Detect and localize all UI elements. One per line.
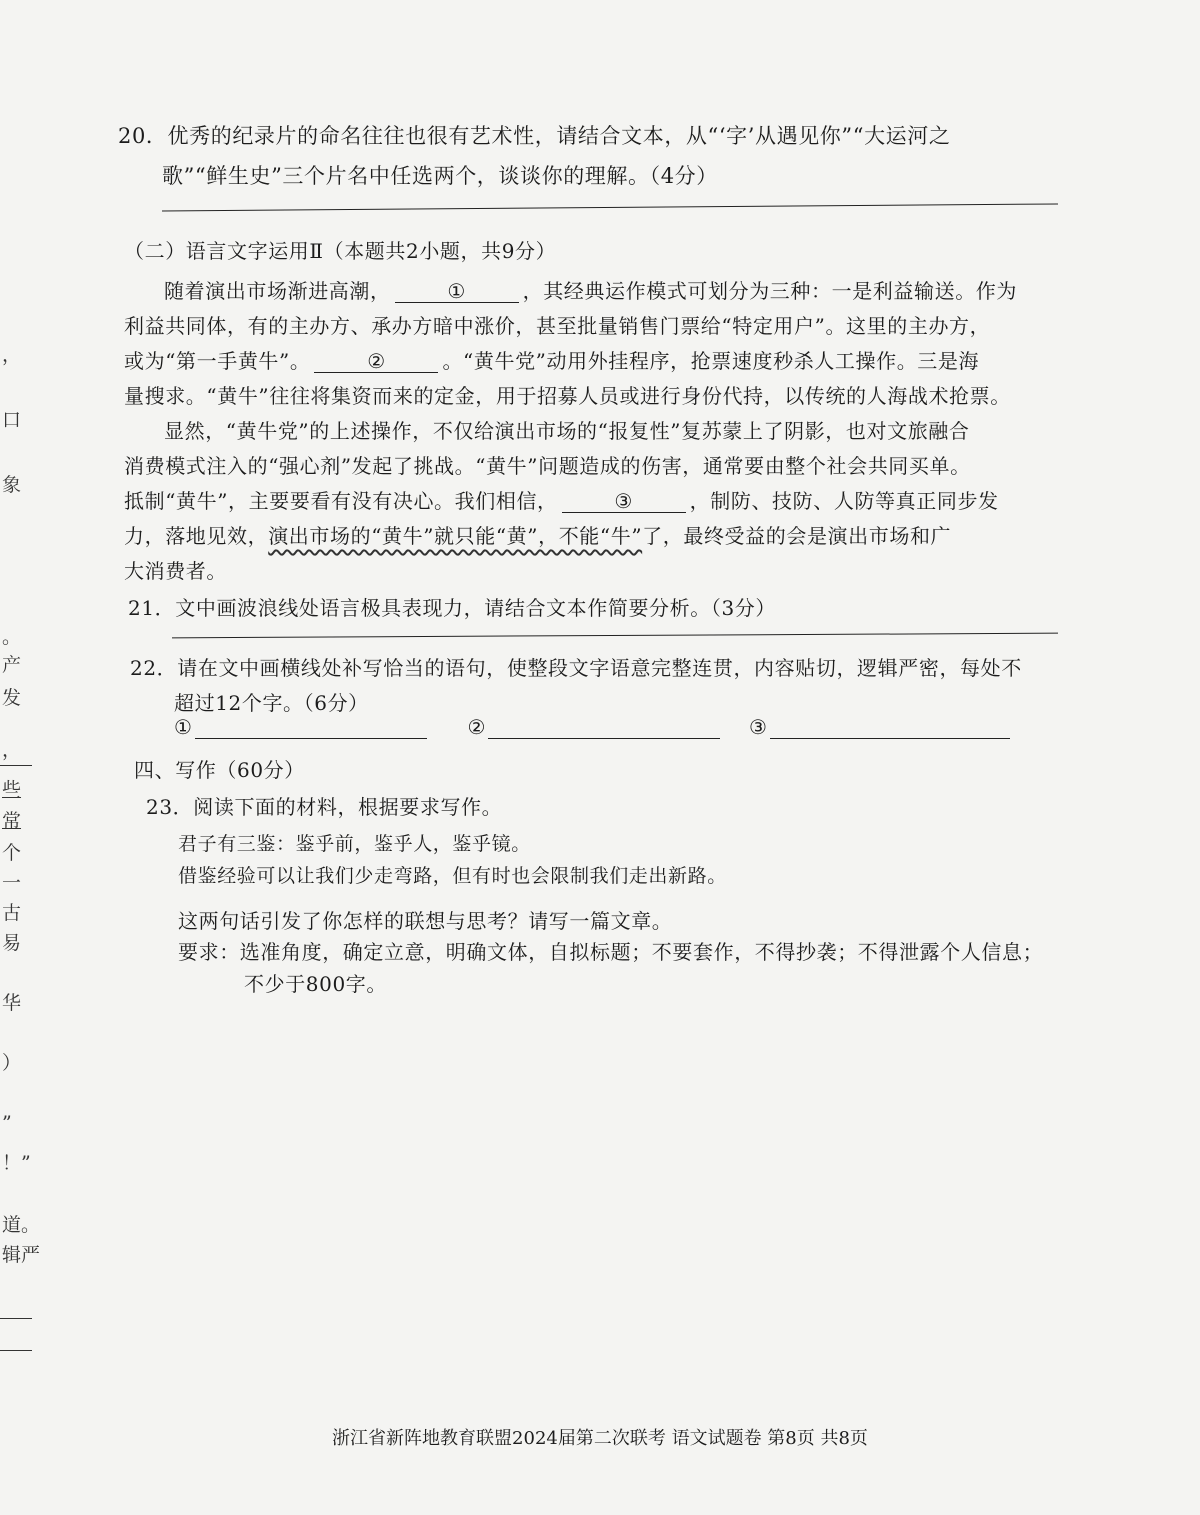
writing-requirements-1: 要求：选准角度，确定立意，明确文体，自拟标题；不要套作，不得抄袭；不得泄露个人信息； <box>178 940 1044 964</box>
bleed-fragment: 一 <box>2 872 22 894</box>
q22-answer-1-field[interactable] <box>195 716 427 739</box>
q22-label-2: ② <box>467 715 487 739</box>
blank-1[interactable]: ① <box>395 280 519 303</box>
passage-text: 抵制“黄牛”，主要要看有没有决心。我们相信， <box>124 489 558 513</box>
bleed-fragment: 古 <box>2 902 22 924</box>
q20-line-2: 歌”“鲜生史”三个片名中任选两个，谈谈你的理解。（4分） <box>162 164 718 188</box>
bleed-fragment: ” <box>2 1112 12 1134</box>
bleed-fragment: 辑严 <box>2 1244 41 1266</box>
q22-answer-blanks <box>174 715 1010 739</box>
q23-text: 23．阅读下面的材料，根据要求写作。 <box>146 795 503 819</box>
bleed-fragment: 产 <box>2 654 22 676</box>
part4-heading: 四、写作（60分） <box>134 758 305 782</box>
bleed-fragment: 道。 <box>2 1214 41 1236</box>
q22-line-2: 超过12个字。（6分） <box>174 691 369 715</box>
wavy-underlined-phrase: 演出市场的“黄牛”就只能“黄”，不能“牛” <box>268 524 643 548</box>
passage-p2-line-5: 大消费者。 <box>124 559 227 583</box>
passage-text: ，制防、技防、人防等真正同步发 <box>689 489 999 513</box>
material-line-1: 君子有三鉴：鉴乎前，鉴乎人，鉴乎镜。 <box>178 833 531 855</box>
writing-requirements-2: 不少于800字。 <box>244 972 387 996</box>
bleed-rule <box>0 1350 32 1351</box>
passage-text: 。“黄牛党”动用外挂程序，抢票速度秒杀人工操作。三是海 <box>442 349 980 373</box>
passage-p2-line-4 <box>124 520 951 549</box>
part2-heading: （二）语言文字运用Ⅱ（本题共2小题，共9分） <box>124 239 557 263</box>
bleed-fragment: 发 <box>2 687 22 709</box>
q22-answer-2-field[interactable] <box>488 716 720 739</box>
passage-p1-line-3 <box>124 345 979 374</box>
q22-label-1: ① <box>174 715 193 739</box>
bleed-rule <box>0 1318 32 1319</box>
bleed-fragment: 口 <box>2 409 22 431</box>
bleed-fragment: ） <box>2 1052 22 1074</box>
passage-p1-line-2: 利益共同体，有的主办方、承办方暗中涨价，甚至批量销售门票给“特定用户”。这里的主办方， <box>124 314 991 338</box>
q20-line-1: 20．优秀的纪录片的命名往往也很有艺术性，请结合文本，从“‘字’从遇见你”“大运河之 <box>118 124 951 148</box>
bleed-fragment: 象 <box>2 474 22 496</box>
blank-2[interactable]: ② <box>314 350 438 373</box>
bleed-fragment: 华 <box>2 992 22 1014</box>
q22-answer-3-field[interactable] <box>770 716 1010 739</box>
bleed-fragment: 个 <box>2 842 22 864</box>
passage-p2-line-1: 显然，“黄牛党”的上述操作，不仅给演出市场的“报复性”复苏蒙上了阴影，也对文旅融合 <box>164 419 970 443</box>
q22-label-3: ③ <box>749 715 768 739</box>
previous-page-bleed <box>0 0 40 1400</box>
bleed-fragment: ， <box>2 344 22 366</box>
passage-text: ，其经典运作模式可划分为三种：一是利益输送。作为 <box>522 279 1018 303</box>
passage-text: 力，落地见效， <box>124 524 269 548</box>
passage-p2-line-3 <box>124 485 999 514</box>
q20-answer-line[interactable] <box>162 203 1058 211</box>
passage-p1-line-4: 量搜求。“黄牛”往往将集资而来的定金，用于招募人员或进行身份代持，以传统的人海战术抢票。 <box>124 384 1011 408</box>
passage-p1-line-1 <box>164 275 1017 304</box>
bleed-rule <box>0 765 32 766</box>
q21-answer-line[interactable] <box>172 633 1058 639</box>
passage-text: 随着演出市场渐进高潮， <box>164 279 391 303</box>
bleed-fragment: 易 <box>2 932 22 954</box>
q21-text: 21．文中画波浪线处语言极具表现力，请结合文本作简要分析。（3分） <box>128 596 776 620</box>
material-line-2: 借鉴经验可以让我们少走弯路，但有时也会限制我们走出新路。 <box>178 865 727 887</box>
bleed-fragment: ， <box>2 739 22 761</box>
passage-text: 了，最终受益的会是演出市场和广 <box>642 524 952 548</box>
bleed-fragment: 常 <box>2 810 22 832</box>
q22-line-1: 22．请在文中画横线处补写恰当的语句，使整段文字语意完整连贯，内容贴切，逻辑严密，每处不 <box>130 656 1022 680</box>
bleed-fragment: ！” <box>2 1152 31 1174</box>
page-footer: 浙江省新阵地教育联盟2024届第二次联考 语文试题卷 第8页 共8页 <box>332 1428 868 1449</box>
passage-p2-line-2: 消费模式注入的“强心剂”发起了挑战。“黄牛”问题造成的伤害，通常要由整个社会共同买单。 <box>124 454 971 478</box>
bleed-fragment: 些 <box>2 779 22 801</box>
passage-text: 或为“第一手黄牛”。 <box>124 349 311 373</box>
writing-prompt: 这两句话引发了你怎样的联想与思考？请写一篇文章。 <box>178 909 673 933</box>
bleed-fragment: 。 <box>2 626 22 648</box>
blank-3[interactable]: ③ <box>562 490 686 513</box>
